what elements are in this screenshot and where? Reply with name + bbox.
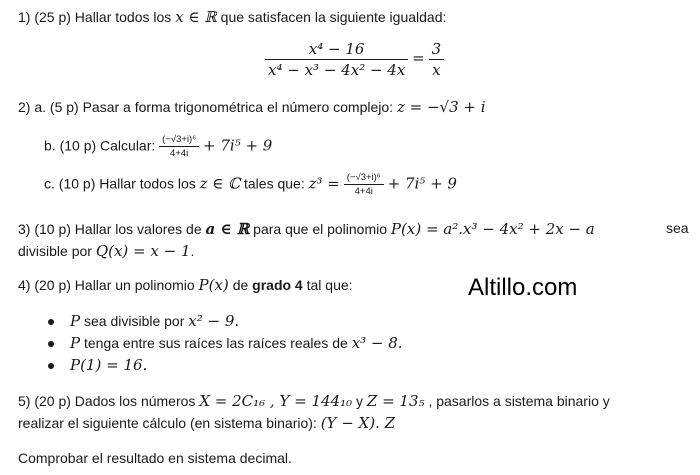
problem-4-b1-var: P xyxy=(70,312,81,330)
problem-3-prefix: 3) (10 p) Hallar los valores de xyxy=(18,221,202,237)
problem-2a-expr: z = −√3 + i xyxy=(396,98,486,116)
problem-2b-prefix: b. (10 p) Calcular: xyxy=(44,137,156,154)
problem-3-mid: para que el polinomio xyxy=(253,221,388,237)
problem-5-X: X = 2C₁₆ , Y = 144₁₀ xyxy=(199,392,353,410)
problem-3-var: a ∈ ℝ xyxy=(205,220,250,238)
problem-2c-tail: + 7i⁵ + 9 xyxy=(387,174,457,193)
problem-2b-frac-num: (−√3+i)⁶ xyxy=(162,134,197,145)
problem-2c-mid: tales que: xyxy=(244,175,305,192)
problem-4-bullet-3 xyxy=(70,356,147,374)
problem-4-b3-expr: P(1) = 16. xyxy=(70,356,148,374)
problem-2c-frac-num: (−√3+i)⁶ xyxy=(346,172,381,183)
problem-1-line xyxy=(18,8,446,26)
problem-4-prefix: 4) (20 p) Hallar un polinomio xyxy=(18,277,195,293)
problem-4-line xyxy=(18,276,353,294)
problem-1-equals: = xyxy=(412,49,425,68)
problem-2b-frac-den: 4+4i xyxy=(159,146,199,159)
problem-4-b2-expr: x³ − 8. xyxy=(351,334,403,352)
problem-1-rhs-num: 3 xyxy=(431,40,442,58)
problem-4-b1-text: sea divisible por xyxy=(83,313,185,329)
problem-3-line-2 xyxy=(18,242,194,260)
problem-5-Z: Z = 13₅ xyxy=(366,392,425,410)
problem-2c-line xyxy=(44,172,457,198)
problem-1-numerator: x⁴ − 16 xyxy=(308,40,365,58)
problem-2a-line xyxy=(18,98,486,116)
problem-2c-z: z ∈ ℂ xyxy=(199,174,241,193)
problem-2b-tail: + 7i⁵ + 9 xyxy=(203,136,273,155)
bullet-1 xyxy=(48,319,54,325)
problem-1-fraction xyxy=(265,40,408,79)
problem-4-bullet-2 xyxy=(70,334,403,352)
problem-2c-fraction xyxy=(344,172,384,198)
problem-4-end: tal que: xyxy=(306,277,353,293)
problem-1-after: que satisfacen la siguiente igualdad: xyxy=(220,9,447,25)
problem-5-l2: realizar el siguiente cálculo (en sistema binario): xyxy=(18,415,317,431)
problem-2a-prefix: 2) a. (5 p) Pasar a forma trigonométrica el número complejo: xyxy=(18,99,394,115)
problem-4-b2-var: P xyxy=(70,334,81,352)
problem-4-b2-text: tenga entre sus raíces las raíces reales de xyxy=(83,335,348,351)
problem-1-rhs-den: x xyxy=(429,59,445,79)
bullet-2 xyxy=(48,341,54,347)
problem-1-equation xyxy=(265,40,444,79)
problem-2c-frac-den: 4+4i xyxy=(344,184,384,197)
problem-5-l1-end: , pasarlos a sistema binario y xyxy=(428,393,610,409)
problem-5-l2-expr: (Y − X). Z xyxy=(320,414,396,432)
problem-5-line-1 xyxy=(18,392,610,410)
problem-4-mid: de xyxy=(232,277,249,293)
problem-1-prefix: 1) (25 p) Hallar todos los xyxy=(18,9,172,25)
watermark-text: Altillo.com xyxy=(468,274,578,301)
problem-4-bold: grado 4 xyxy=(252,277,303,293)
problem-2c-prefix: c. (10 p) Hallar todos los xyxy=(44,175,196,192)
problem-4-b1-expr: x² − 9. xyxy=(188,312,240,330)
bullet-3 xyxy=(48,363,54,369)
problem-1-denominator: x⁴ − x³ − 4x² − 4x xyxy=(265,59,408,79)
problem-2c-lhs: z³ = xyxy=(308,174,340,193)
problem-4-bullet-1 xyxy=(70,312,239,330)
footer-note: Comprobar el resultado en sistema decimal. xyxy=(18,450,292,466)
problem-1-var: x ∈ ℝ xyxy=(175,8,217,26)
problem-2b-fraction xyxy=(159,134,199,160)
problem-5-y: y xyxy=(356,393,364,409)
problem-3-l2-poly: Q(x) = x − 1 xyxy=(95,242,191,260)
problem-1-rhs xyxy=(429,40,445,79)
problem-3-end: sea xyxy=(666,220,689,236)
problem-4-poly: P(x) xyxy=(198,276,229,294)
problem-3-poly: P(x) = a².x³ − 4x² + 2x − a xyxy=(390,220,595,238)
problem-5-prefix: 5) (20 p) Dados los números xyxy=(18,393,196,409)
problem-3-l2-end: . xyxy=(190,243,195,259)
problem-5-line-2 xyxy=(18,414,395,432)
problem-3-line-1 xyxy=(18,220,595,238)
problem-3-l2-prefix: divisible por xyxy=(18,243,92,259)
problem-2b-line xyxy=(44,134,272,160)
